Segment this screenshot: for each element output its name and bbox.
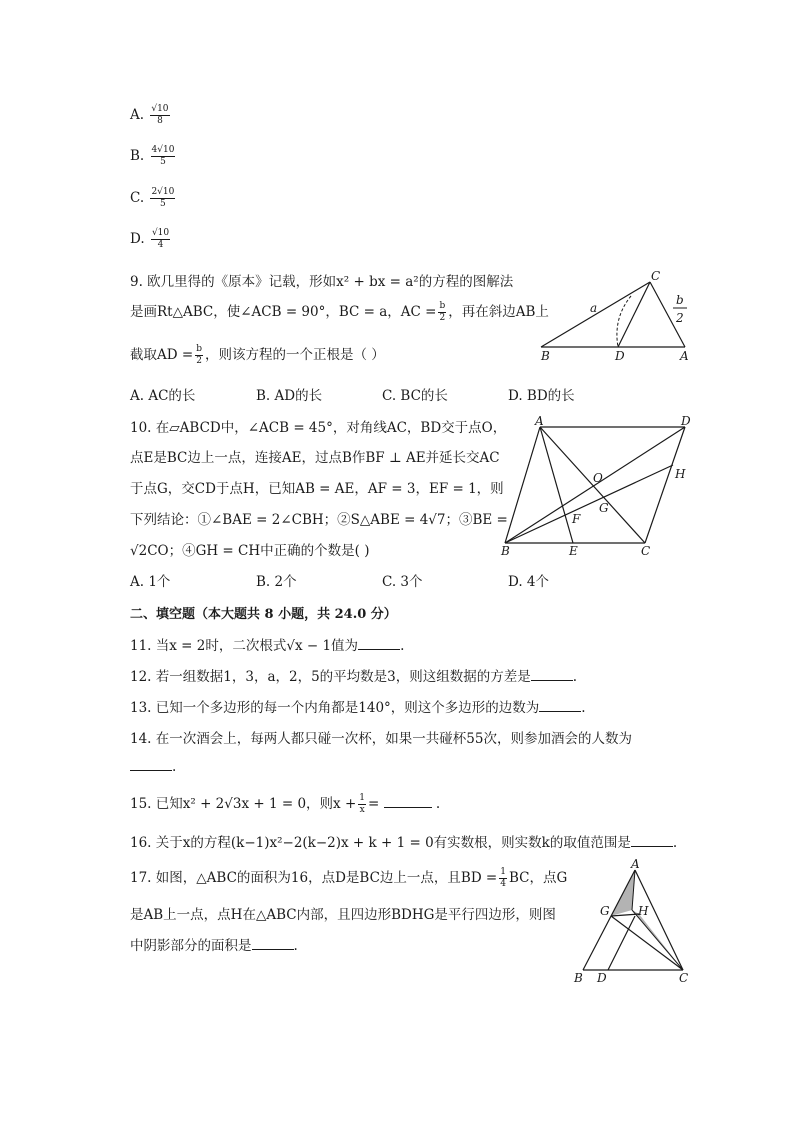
label-a: A <box>680 349 689 363</box>
label-c: C <box>641 544 651 558</box>
option-label: A. <box>130 107 145 123</box>
option-c <box>130 187 177 210</box>
option-b <box>130 145 177 168</box>
label-h: H <box>675 467 686 481</box>
q9-figure <box>535 270 705 365</box>
label-g: G <box>599 501 609 515</box>
q17-line3: 中阴影部分的面积是 . <box>130 938 298 954</box>
q17-line1: 17. 如图，△ABC的面积为16，点D是BC边上一点，且BD = $\frac{1}{4}$ BC，点G <box>130 867 568 889</box>
label-g: G <box>600 904 610 918</box>
option-label: B. <box>130 148 145 164</box>
label-c: C <box>679 971 689 985</box>
label-side-a: a <box>590 301 598 315</box>
label-a: A <box>535 415 544 428</box>
label-d: D <box>615 349 625 363</box>
answer-blank[interactable] <box>539 699 581 712</box>
q10-line1: 10. 在▱ABCD中，∠ACB = 45°，对角线AC，BD交于点O， <box>130 420 507 436</box>
label-2-den: 2 <box>676 311 684 325</box>
q10-line5: √2CO；④GH = CH中正确的个数是( ) <box>130 543 370 559</box>
label-e: E <box>569 544 578 558</box>
label-o: O <box>593 471 603 485</box>
q12: 12. 若一组数据1，3，a，2，5的平均数是3，则这组数据的方差是 . <box>130 669 578 685</box>
q13: 13. 已知一个多边形的每一个内角都是140°，则这个多边形的边数为 . <box>130 700 586 716</box>
q10-line4: 下列结论：①∠BAE = 2∠CBH；②S△ABE = 4√7；③BE = <box>130 512 508 528</box>
option-a <box>130 104 172 127</box>
option-d <box>130 228 172 251</box>
q11: 11. 当x = 2时，二次根式√x − 1值为 . <box>130 638 405 654</box>
answer-blank[interactable] <box>631 834 673 847</box>
label-b: B <box>574 971 583 985</box>
section-heading: 二、填空题（本大题共 8 小题，共 24.0 分） <box>130 607 397 622</box>
answer-blank[interactable] <box>358 637 400 650</box>
fraction: $\frac{√10}{4}$ <box>151 228 170 250</box>
q14-answer: . <box>130 758 176 775</box>
fraction: $\frac{1}{4}$ <box>500 867 506 889</box>
label-b-num: b <box>676 293 684 307</box>
fraction: $\frac{b}{2}$ <box>439 301 446 323</box>
q10-line3: 于点G，交CD于点H，已知AB = AE，AF = 3，EF = 1，则 <box>130 481 504 497</box>
q9-line1: 9. 欧几里得的《原本》记载，形如x² + bx = a²的方程的图解法 <box>130 274 514 290</box>
q10-figure <box>495 415 700 560</box>
q16: 16. 关于x的方程(k−1)x²−2(k−2)x + k + 1 = 0有实数根，则实数k的取值范围是 . <box>130 835 678 851</box>
answer-blank[interactable] <box>531 668 573 681</box>
fraction: $\frac{4√10}{5}$ <box>151 145 175 167</box>
label-f: F <box>572 512 581 526</box>
label-d: D <box>681 415 691 428</box>
q10-line2: 点E是BC边上一点，连接AE，过点B作BF ⊥ AE并延长交AC <box>130 450 500 466</box>
q17-line2: 是AB上一点，点H在△ABC内部，且四边形BDHG是平行四边形，则图 <box>130 907 556 923</box>
label-d: D <box>597 971 607 985</box>
option-label: D. <box>130 231 145 247</box>
answer-blank[interactable] <box>130 758 172 771</box>
q9-option-c: C. BC的长 <box>382 388 448 404</box>
label-h: H <box>638 904 649 918</box>
fraction: $\frac{1}{x}$ <box>359 793 365 815</box>
option-label: C. <box>130 190 145 206</box>
q9-option-b: B. AD的长 <box>256 388 323 404</box>
q10-option-b: B. 2个 <box>256 574 297 590</box>
q10-option-d: D. 4个 <box>508 574 550 590</box>
answer-blank[interactable] <box>384 795 432 808</box>
q10-option-a: A. 1个 <box>130 574 171 590</box>
fraction: $\frac{√10}{8}$ <box>151 104 169 126</box>
q15: 15. 已知x² + 2√3x + 1 = 0，则x + $\frac{1}{x}$ = . <box>130 793 441 815</box>
fraction: $\frac{b}{2}$ <box>196 344 202 366</box>
q9-line3: 截取AD = $\frac{b}{2}$ ，则该方程的一个正根是（ ） <box>130 344 385 366</box>
q14: 14. 在一次酒会上，每两人都只碰一次杯，如果一共碰杯55次，则参加酒会的人数为 <box>130 731 632 747</box>
q9-option-a: A. AC的长 <box>130 388 196 404</box>
label-b: B <box>541 349 550 363</box>
q17-figure <box>568 858 698 986</box>
label-c: C <box>651 270 661 283</box>
label-b: B <box>501 544 510 558</box>
q9-line2: 是画Rt△ABC，使∠ACB = 90°，BC = a，AC = $\frac{b}{2}$ ，再在斜边AB上 <box>130 301 549 323</box>
q10-option-c: C. 3个 <box>382 574 423 590</box>
label-a: A <box>631 858 640 871</box>
q9-option-d: D. BD的长 <box>508 388 575 404</box>
answer-blank[interactable] <box>252 937 294 950</box>
fraction: $\frac{2√10}{5}$ <box>151 187 175 209</box>
